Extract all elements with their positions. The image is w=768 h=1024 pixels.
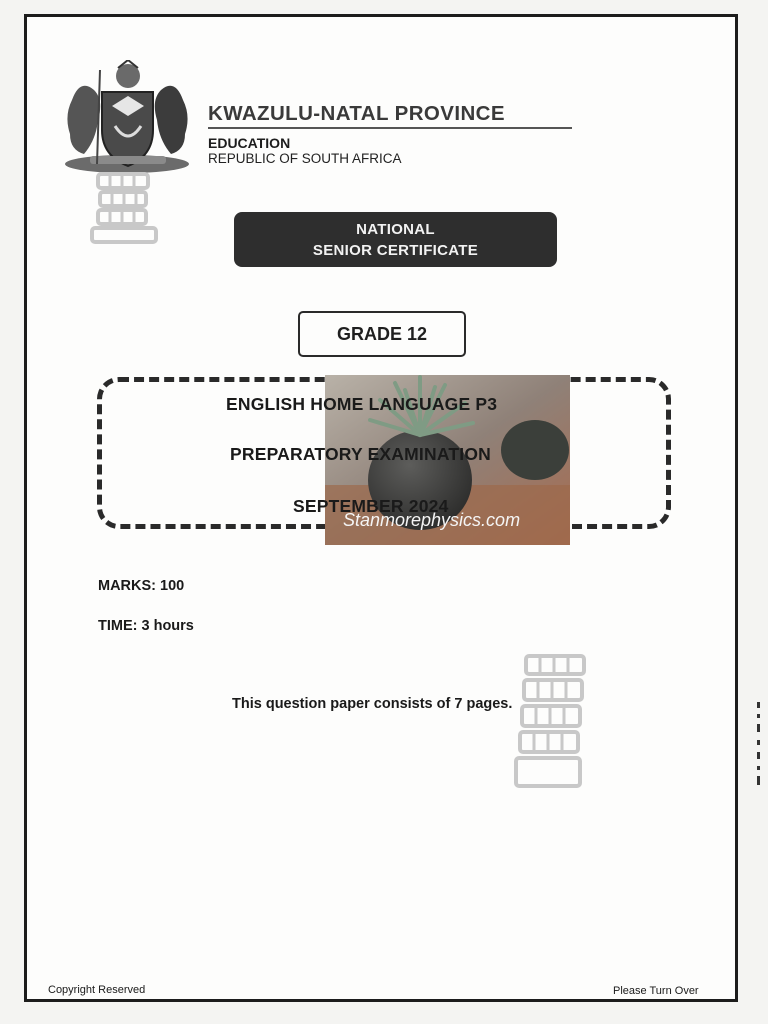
certificate-line-2: SENIOR CERTIFICATE	[312, 241, 479, 259]
certificate-banner	[234, 212, 557, 267]
tower-watermark-icon	[512, 652, 596, 794]
time-label: TIME: 3 hours	[98, 618, 194, 634]
page-count-note: This question paper consists of 7 pages.	[232, 696, 513, 712]
exam-subject: ENGLISH HOME LANGUAGE P3	[226, 394, 498, 414]
exam-type: PREPARATORY EXAMINATION	[230, 444, 491, 464]
country-label: REPUBLIC OF SOUTH AFRICA	[208, 151, 402, 166]
scan-edge-marks	[756, 700, 762, 790]
exam-date: SEPTEMBER 2024	[293, 496, 449, 516]
copyright-notice: Copyright Reserved	[48, 984, 146, 996]
turn-over-note: Please Turn Over	[613, 985, 699, 997]
department-label: EDUCATION	[208, 135, 291, 151]
grade-box: GRADE 12	[298, 311, 466, 357]
province-title: KWAZULU-NATAL PROVINCE	[208, 102, 505, 125]
marks-label: MARKS: 100	[98, 578, 185, 594]
photo-caption: Stanmorephysics.com	[343, 510, 521, 530]
tower-watermark-icon	[88, 170, 160, 246]
certificate-line-1: NATIONAL	[356, 220, 435, 238]
title-divider	[208, 127, 572, 129]
coat-of-arms-icon	[60, 60, 195, 178]
